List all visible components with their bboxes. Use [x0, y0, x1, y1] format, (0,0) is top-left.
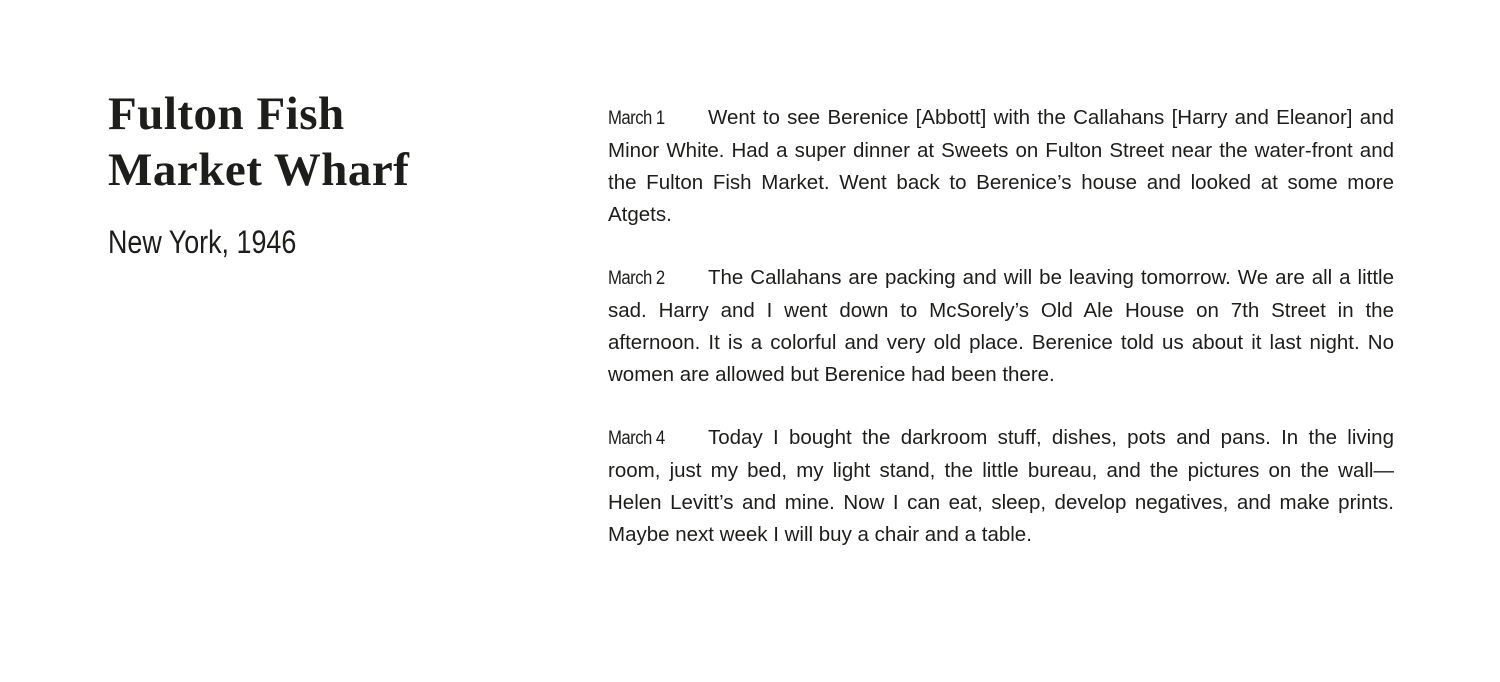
entry-date: March 2: [608, 268, 665, 289]
journal-entries: [608, 102, 1394, 582]
heading-column: [108, 86, 528, 262]
entry-date: March 4: [608, 428, 665, 449]
journal-entry: [608, 262, 1394, 391]
journal-entry: [608, 422, 1394, 551]
page-title: [108, 86, 528, 198]
title-line-2: Market Wharf: [108, 144, 410, 196]
title-line-1: Fulton Fish: [108, 88, 345, 140]
page-subtitle: New York, 1946: [108, 224, 297, 260]
entry-date: March 1: [608, 108, 665, 129]
entry-text: The Callahans are packing and will be leaving tomorrow. We are all a little sad. Harry and I went down to McSorely’s Old Ale House on 7th Street in the afternoon. It is a colorful and very old place. Berenice told us about it last night. No women are allowed but Berenice had been there.: [608, 266, 1394, 386]
entry-text: Today I bought the darkroom stuff, dishes, pots and pans. In the living room, just my bed, my light stand, the little bureau, and the pictures on the wall—Helen Levitt’s and mine. Now I can eat, sleep, develop negatives, and make prints. Maybe next week I will buy a chair and a table.: [608, 426, 1394, 546]
entry-text: Went to see Berenice [Abbott] with the Callahans [Harry and Eleanor] and Minor White. Had a super dinner at Sweets on Fulton Street near the water-front and the Fulton Fish Market. Went back to Berenice’s house and looked at some more Atgets.: [608, 106, 1394, 226]
journal-entry: [608, 102, 1394, 231]
